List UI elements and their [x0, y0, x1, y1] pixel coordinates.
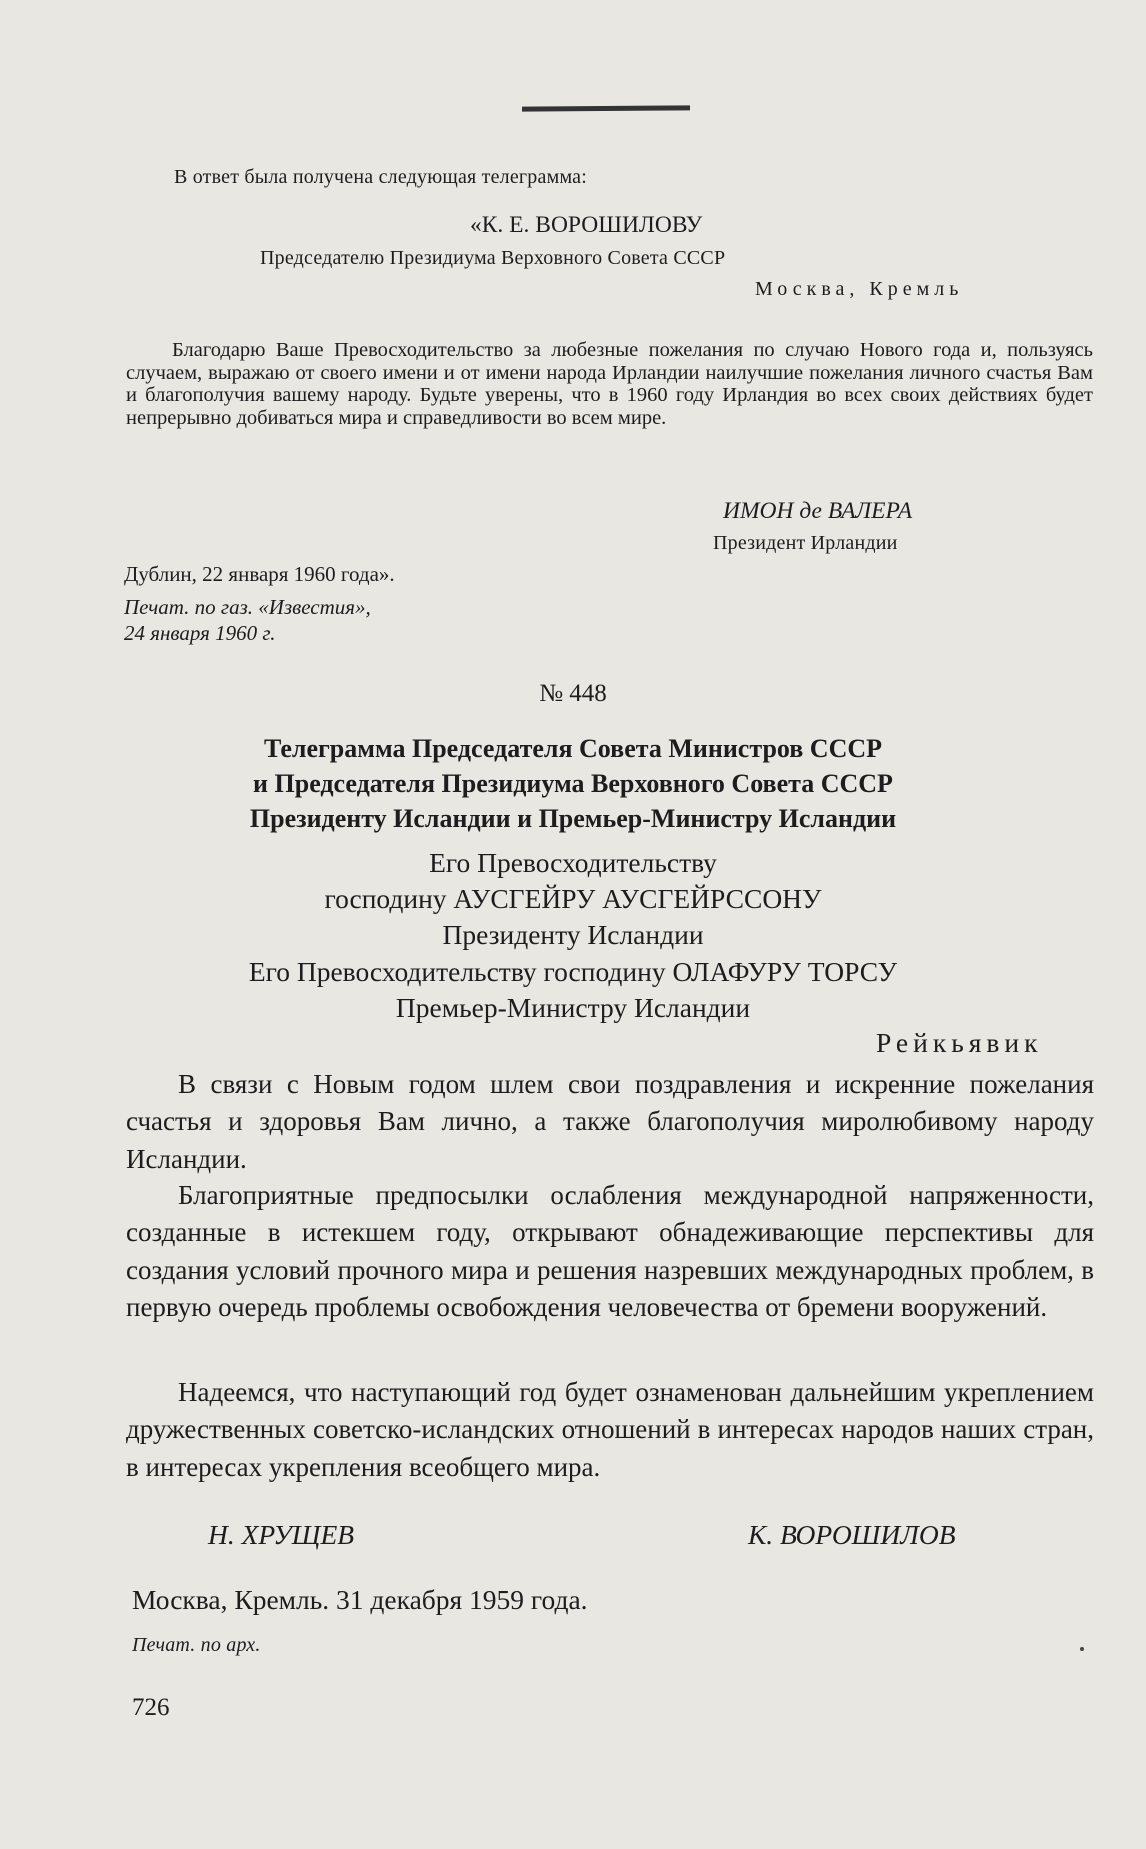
reply-signer: ИМОН де ВАЛЕРА: [723, 498, 913, 524]
document-date: Москва, Кремль. 31 декабря 1959 года.: [132, 1584, 588, 1615]
reply-body: Благодарю Ваше Превосходительство за любезные пожелания по случаю Нового года и, пользуясь случаем, выражаю от своего имени и от имени народа Ирландии наилучшие пожелания личного счастья Вам и благополучия вашему народу. Будьте уверены, что в 1960 году Ирландия во всех своих действиях будет непрерывно добиваться мира и справедливости во всем мире.: [126, 339, 1093, 429]
document-number: № 448: [539, 680, 607, 707]
signer-left: Н. ХРУЩЕВ: [208, 1519, 355, 1550]
reply-source-2: 24 января 1960 г.: [124, 621, 276, 645]
reply-source-1: Печат. по газ. «Известия»,: [124, 595, 371, 619]
reply-addressee: «К. Е. ВОРОШИЛОВУ: [470, 212, 703, 238]
reply-date: Дублин, 22 января 1960 года».: [124, 562, 395, 586]
document-title-line-2: и Председателя Президиума Верховного Совета СССР: [253, 769, 893, 798]
reply-place: Москва, Кремль: [755, 278, 964, 300]
print-speck: [1080, 1647, 1084, 1651]
document-title-line-3: Президенту Исландии и Премьер-Министру Исландии: [249, 804, 897, 833]
body-paragraph-1: В связи с Новым годом шлем свои поздравления и искренние пожелания счастья и здоровья Вам лично, а также благополучия миролюбивому народу Исландии.: [126, 1069, 1094, 1174]
reply-addressee-title: Председателю Президиума Верховного Совета СССР: [260, 247, 726, 269]
header-rule: [522, 105, 690, 111]
addressee-line-5: Премьер-Министру Исландии: [395, 992, 751, 1023]
body-paragraph-2: Благоприятные предпосылки ослабления международной напряженности, созданные в истекшем году, открывают обнадеживающие перспективы для создания условий прочного мира и решения назревших международных проблем, в первую очередь проблемы освобождения человечества от бремени вооружений.: [126, 1180, 1094, 1323]
addressee-line-1: Его Превосходительству: [429, 847, 717, 878]
reply-intro: В ответ была получена следующая телеграмма:: [174, 166, 587, 188]
place: Рейкьявик: [876, 1027, 1043, 1058]
addressee-line-2: господину АУСГЕЙРУ АУСГЕЙРССОНУ: [324, 883, 822, 914]
document-title-line-1: Телеграмма Председателя Совета Министров СССР: [263, 734, 883, 763]
addressee-line-3: Президенту Исландии: [442, 919, 704, 950]
page-number: 726: [132, 1694, 170, 1721]
signer-right: К. ВОРОШИЛОВ: [748, 1519, 956, 1550]
addressee-line-4: Его Превосходительству господину ОЛАФУРУ ТОРСУ: [248, 956, 898, 987]
reply-signer-title: Президент Ирландии: [713, 532, 898, 554]
body-paragraph-3: Надеемся, что наступающий год будет ознаменован дальнейшим укреплением дружественных советско-исландских отношений в интересах народов наших стран, в интересах укрепления всеобщего мира.: [126, 1377, 1094, 1482]
document-source: Печат. по арх.: [132, 1634, 261, 1656]
